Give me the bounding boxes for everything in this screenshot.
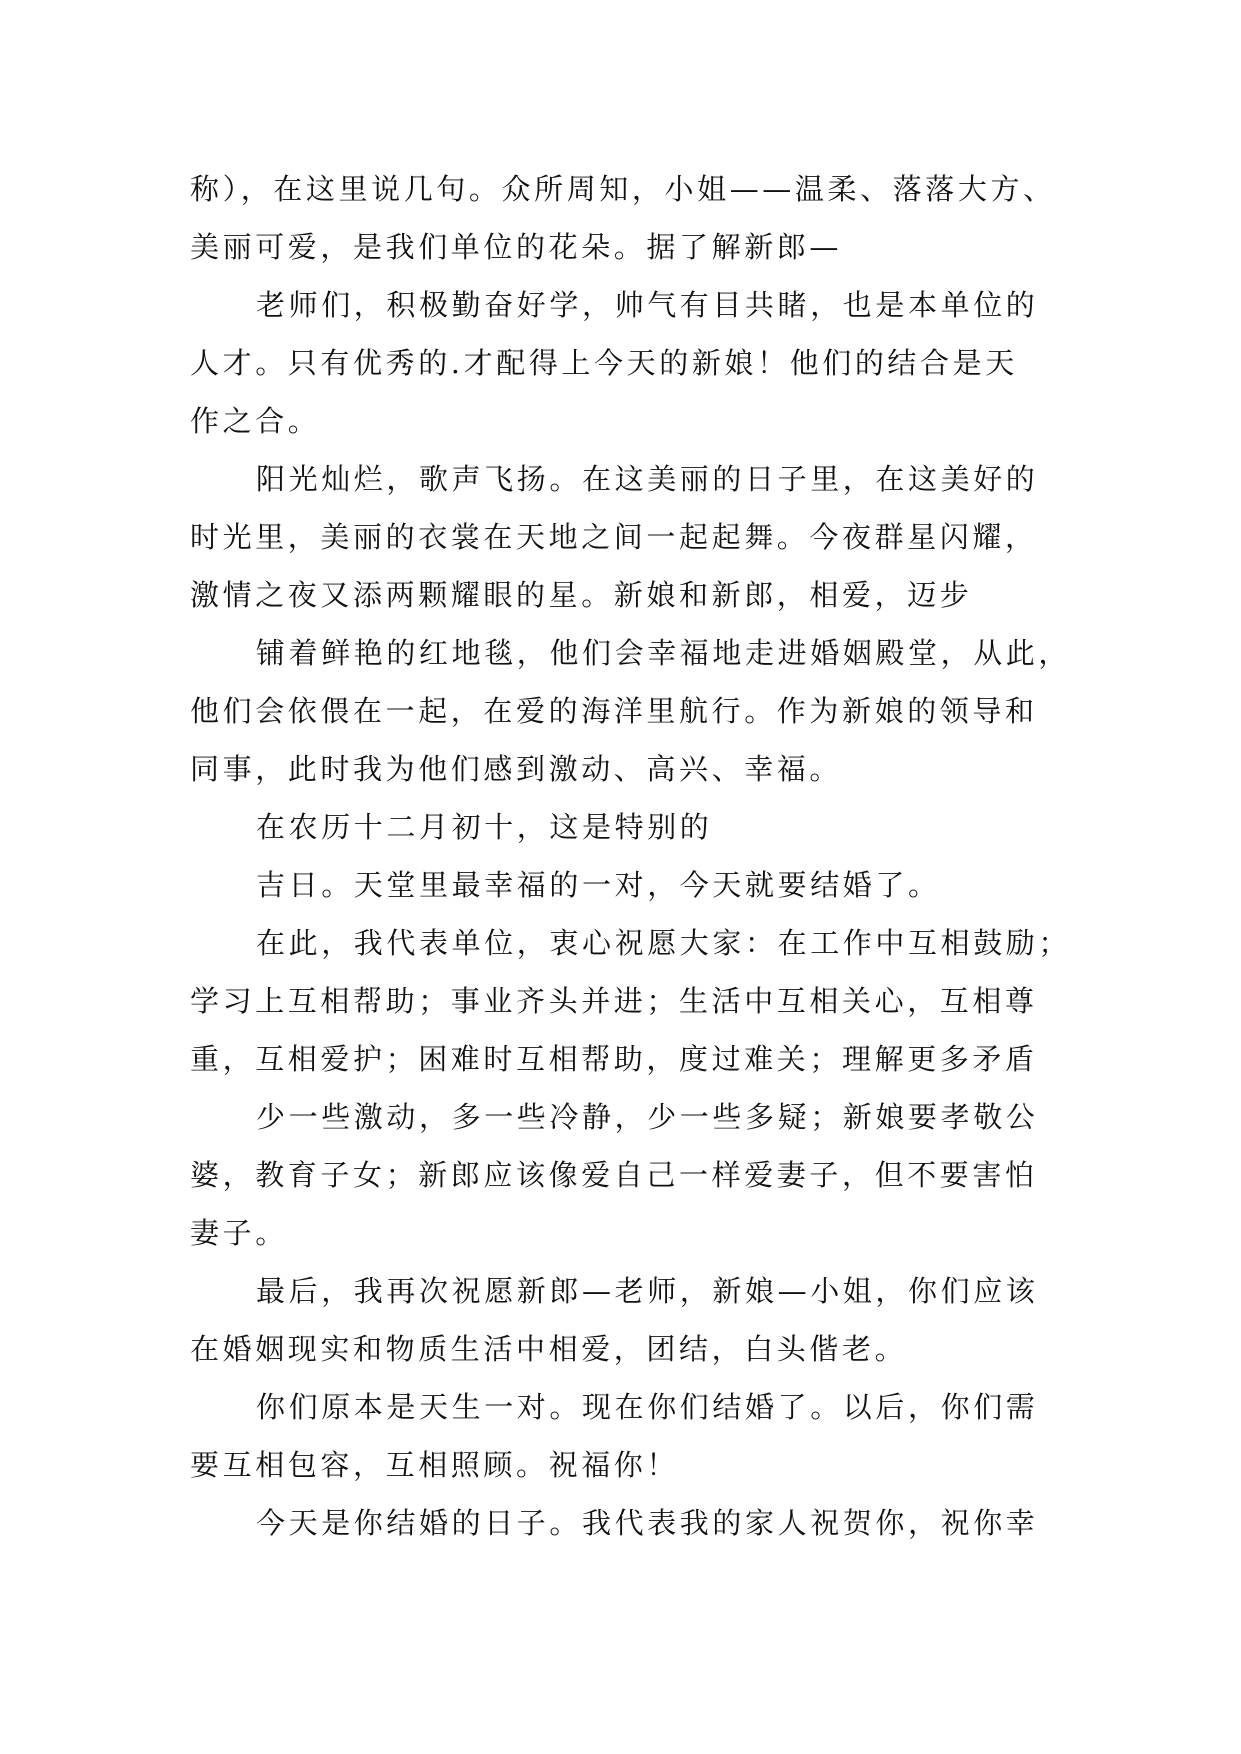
text-line: 同事，此时我为他们感到激动、高兴、幸福。 bbox=[190, 752, 843, 786]
text-line: 老师们，积极勤奋好学，帅气有目共睹，也是本单位的 bbox=[256, 288, 1039, 322]
text-line: 他们会依偎在一起，在爱的海洋里航行。作为新娘的领导和 bbox=[190, 694, 1038, 728]
text-line: 最后，我再次祝愿新郎—老师，新娘—小姐，你们应该 bbox=[256, 1274, 1039, 1308]
text-line: 在此，我代表单位，衷心祝愿大家：在工作中互相鼓励； bbox=[256, 926, 1072, 960]
text-line: 时光里，美丽的衣裳在天地之间一起起舞。今夜群星闪耀， bbox=[190, 520, 1038, 554]
text-line: 铺着鲜艳的红地毯，他们会幸福地走进婚姻殿堂，从此， bbox=[256, 636, 1072, 670]
text-line: 美丽可爱，是我们单位的花朵。据了解新郎— bbox=[190, 230, 843, 264]
text-line: 人才。只有优秀的.才配得上今天的新娘！他们的结合是天 bbox=[190, 346, 1018, 380]
text-line: 称），在这里说几句。众所周知，小姐——温柔、落落大方、 bbox=[190, 172, 1056, 206]
text-line: 少一些激动，多一些冷静，少一些多疑；新娘要孝敬公 bbox=[256, 1100, 1039, 1134]
text-line: 阳光灿烂，歌声飞扬。在这美丽的日子里，在这美好的 bbox=[256, 462, 1039, 496]
text-line: 激情之夜又添两颗耀眼的星。新娘和新郎，相爱，迈步 bbox=[190, 578, 973, 612]
text-line: 婆，教育子女；新郎应该像爱自己一样爱妻子，但不要害怕 bbox=[190, 1158, 1038, 1192]
document-body bbox=[190, 160, 1070, 1552]
text-line: 吉日。天堂里最幸福的一对，今天就要结婚了。 bbox=[256, 868, 941, 902]
text-line: 重，互相爱护；困难时互相帮助，度过难关；理解更多矛盾 bbox=[190, 1042, 1038, 1076]
text-line: 妻子。 bbox=[190, 1216, 288, 1250]
text-line: 要互相包容，互相照顾。祝福你！ bbox=[190, 1448, 680, 1482]
text-line: 学习上互相帮助；事业齐头并进；生活中互相关心，互相尊 bbox=[190, 984, 1038, 1018]
text-line: 在婚姻现实和物质生活中相爱，团结，白头偕老。 bbox=[190, 1332, 908, 1366]
text-line: 作之合。 bbox=[190, 404, 321, 438]
text-line: 今天是你结婚的日子。我代表我的家人祝贺你，祝你幸 bbox=[256, 1506, 1039, 1540]
text-line: 在农历十二月初十，这是特别的 bbox=[256, 810, 713, 844]
text-line: 你们原本是天生一对。现在你们结婚了。以后，你们需 bbox=[256, 1390, 1039, 1424]
